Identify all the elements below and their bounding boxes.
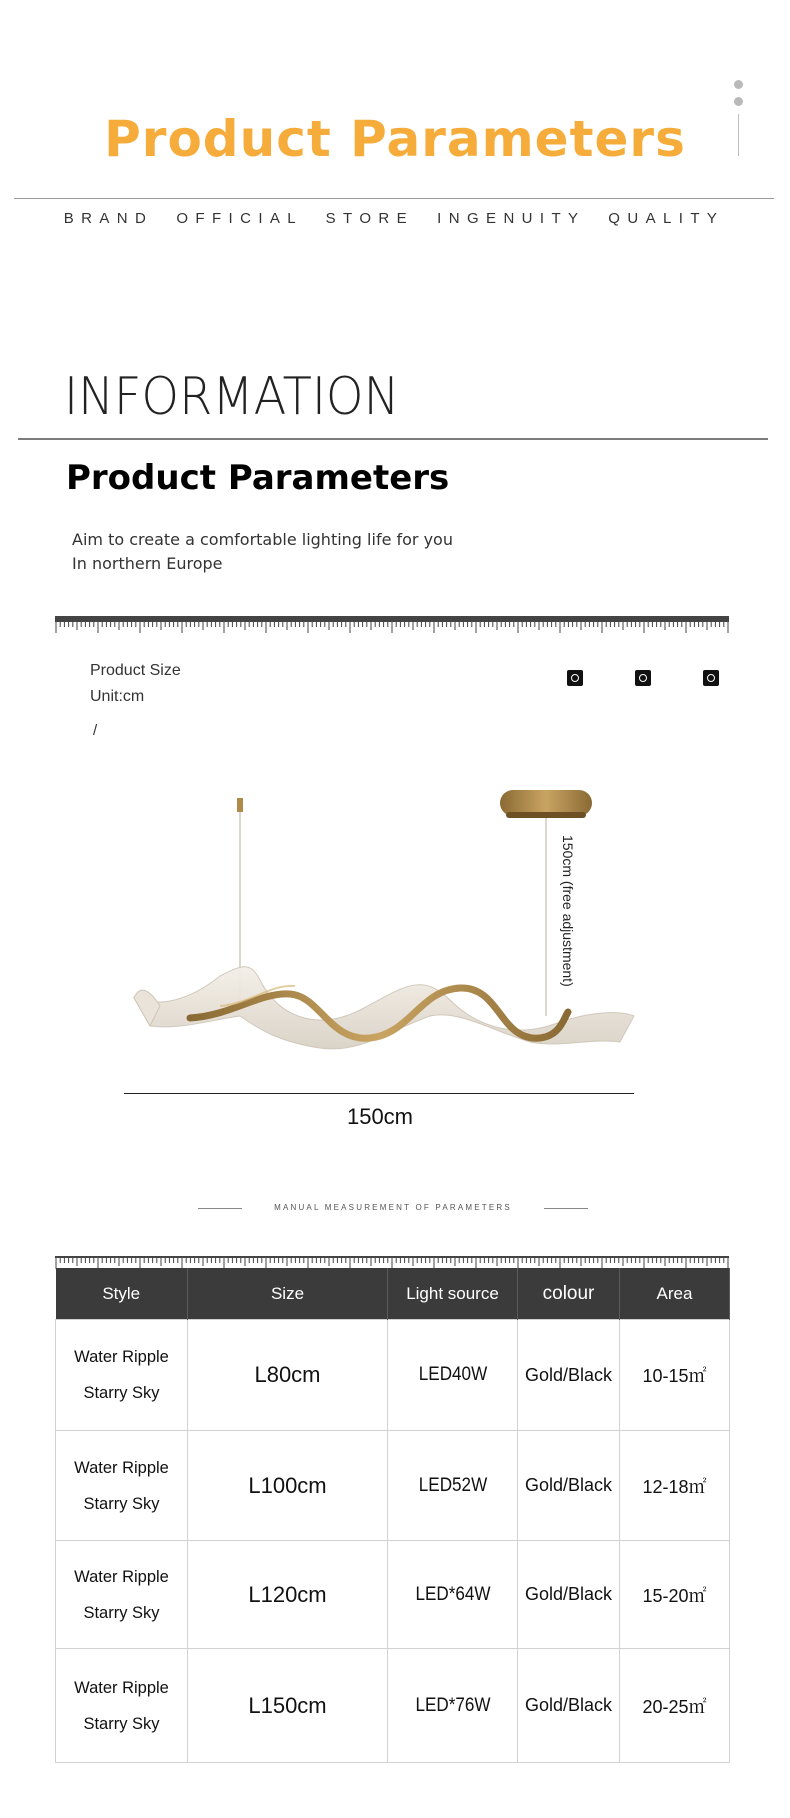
style-name: Starry Sky (83, 1714, 160, 1733)
parameters-table (55, 1268, 730, 1763)
style-name: Starry Sky (83, 1603, 160, 1622)
column-header-size: Size (188, 1268, 388, 1320)
light-source-cell: LED52W (394, 1431, 511, 1541)
style-name: Water Ripple (74, 1348, 169, 1366)
area-cell: 10-15㎡ (620, 1320, 730, 1431)
style-cell (56, 1649, 188, 1763)
size-cell: L80cm (188, 1320, 388, 1431)
circle-icon (703, 670, 719, 686)
style-name: Starry Sky (83, 1494, 160, 1513)
product-size-label: Product Size (90, 662, 181, 679)
header-divider (14, 198, 774, 199)
area-cell: 15-20㎡ (620, 1541, 730, 1649)
style-cell (56, 1541, 188, 1649)
colour-cell: Gold/Black (518, 1320, 620, 1431)
size-cell: L100cm (188, 1431, 388, 1541)
style-cell (56, 1320, 188, 1431)
column-header-style: Style (56, 1268, 188, 1320)
table-row (56, 1649, 730, 1763)
colour-cell: Gold/Black (518, 1431, 620, 1541)
caption-line-right (544, 1208, 588, 1209)
manual-measurement-caption: MANUAL MEASUREMENT OF PARAMETERS (274, 1203, 512, 1212)
column-header-area: Area (620, 1268, 730, 1320)
more-menu-icon (734, 80, 744, 156)
ring-icon (635, 670, 651, 686)
information-heading: INFORMATION (64, 367, 400, 427)
style-cell (56, 1431, 188, 1541)
page-title: Product Parameters (104, 110, 686, 168)
intro-line-1: Aim to create a comfortable lighting life for you (72, 530, 453, 549)
size-cell: L120cm (188, 1541, 388, 1649)
information-divider (18, 438, 768, 440)
table-row (56, 1431, 730, 1541)
style-name: Water Ripple (74, 1567, 169, 1586)
style-name: Water Ripple (74, 1678, 169, 1697)
size-cell: L150cm (188, 1649, 388, 1763)
copyright-icon (567, 670, 583, 686)
ruler-divider (55, 616, 729, 634)
colour-cell: Gold/Black (518, 1541, 620, 1649)
light-source-cell: LED*76W (394, 1649, 511, 1763)
brand-tagline: BRAND OFFICIAL STORE INGENUITY QUALITY (63, 210, 725, 227)
style-name: Water Ripple (74, 1458, 169, 1477)
light-source-cell: LED40W (394, 1320, 511, 1431)
height-dimension-label: 150cm (free adjustment) (560, 835, 576, 987)
product-parameters-heading: Product Parameters (66, 458, 450, 498)
width-dimension-label: 150cm (346, 1104, 414, 1129)
unit-label: Unit:cm (90, 688, 145, 705)
style-name: Starry Sky (83, 1384, 160, 1402)
table-row (56, 1541, 730, 1649)
intro-line-2: In northern Europe (72, 554, 223, 573)
intro-text (72, 528, 453, 576)
light-source-cell: LED*64W (394, 1541, 511, 1649)
slash-mark: / (93, 722, 98, 739)
area-cell: 20-25㎡ (620, 1649, 730, 1763)
width-dimension-line (124, 1093, 634, 1094)
area-cell: 12-18㎡ (620, 1431, 730, 1541)
colour-cell: Gold/Black (518, 1649, 620, 1763)
table-header-row (56, 1268, 730, 1320)
table-row (56, 1320, 730, 1431)
column-header-colour: colour (518, 1268, 620, 1320)
column-header-light-source: Light source (388, 1268, 518, 1320)
